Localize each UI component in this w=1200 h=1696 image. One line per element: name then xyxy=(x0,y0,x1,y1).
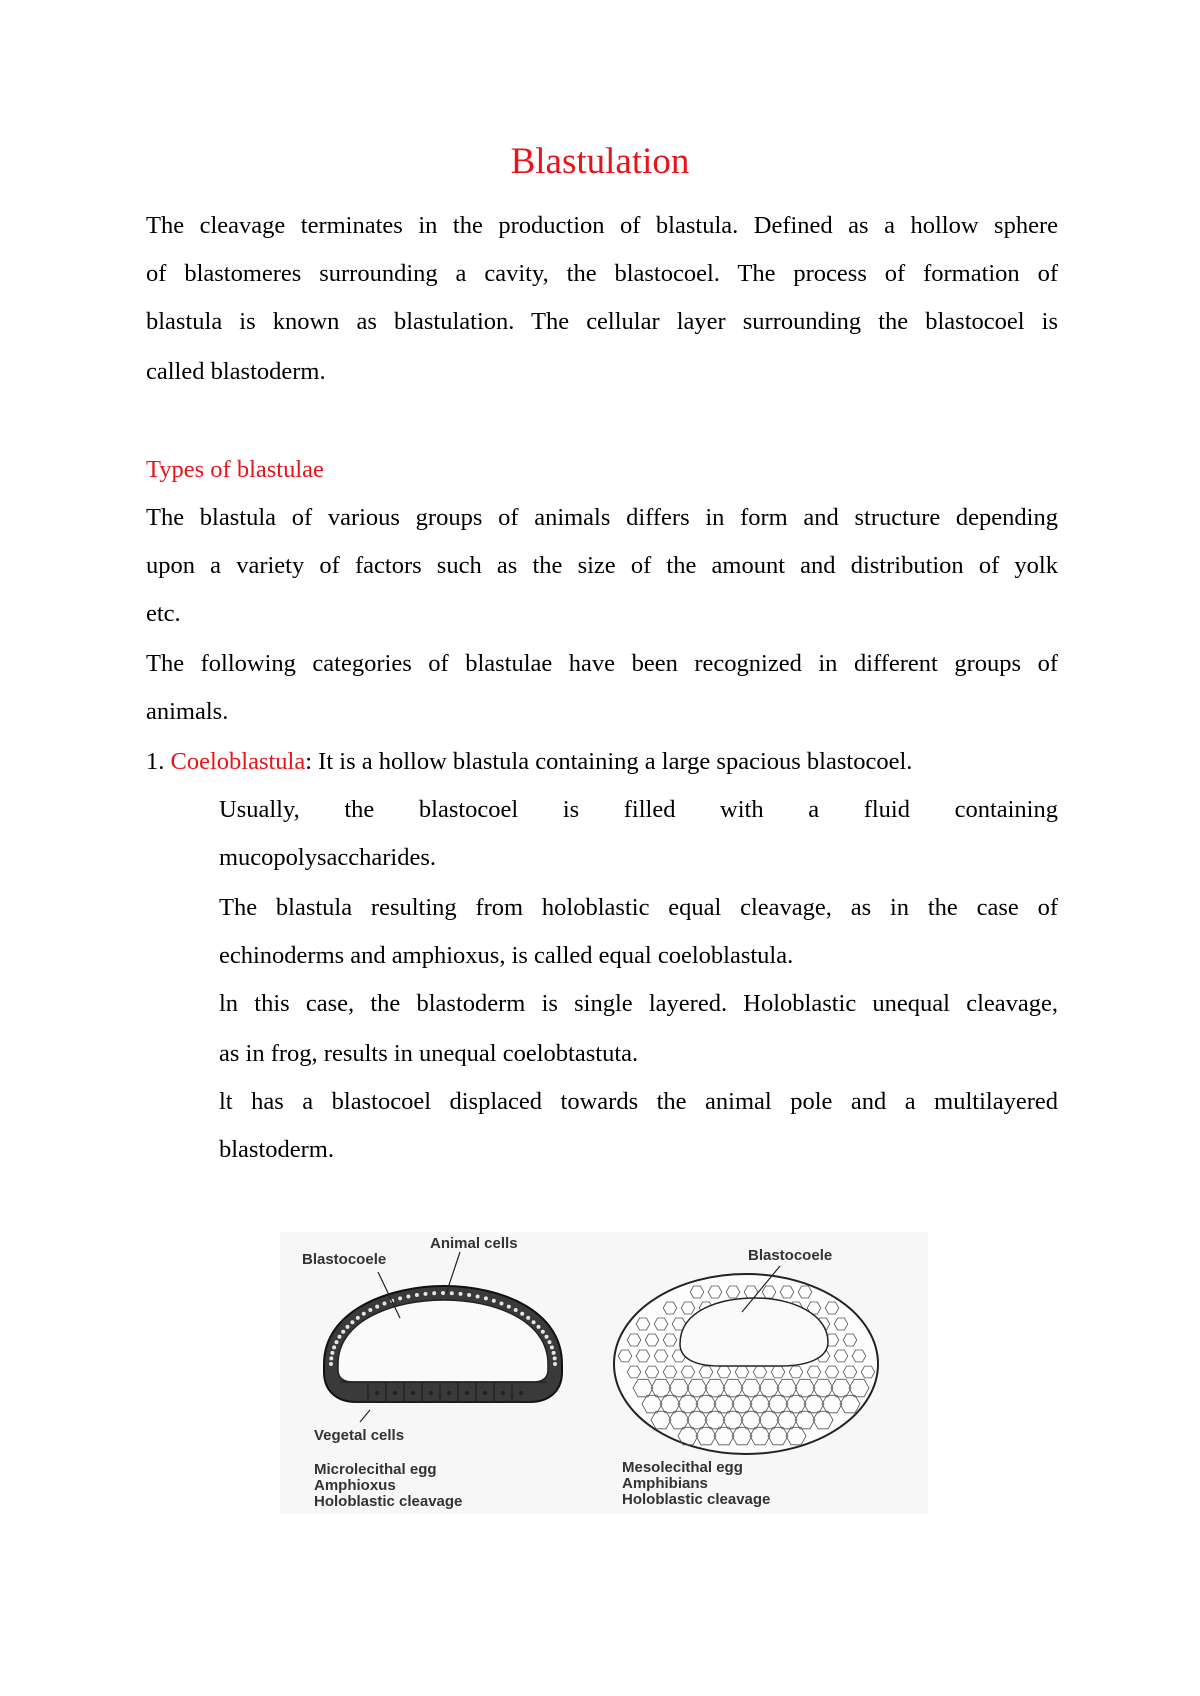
intro-line-2: of blastomeres surrounding a cavity, the blastocoel. The process of formation of xyxy=(146,260,1058,287)
types-line-3: etc. xyxy=(146,600,181,627)
item-definition: : It is a hollow blastula containing a large spacious blastocoel. xyxy=(305,748,913,775)
label-animal-cells: Animal cells xyxy=(430,1235,518,1252)
blastula-diagram xyxy=(280,1232,928,1514)
item1-line-1: Usually, the blastocoel is filled with a fluid containing xyxy=(219,796,1058,823)
label-vegetal-cells: Vegetal cells xyxy=(314,1427,405,1444)
intro-line-1: The cleavage terminates in the production of blastula. Defined as a hollow sphere xyxy=(146,212,1058,239)
types-line-1: The blastula of various groups of animals differs in form and structure depending xyxy=(146,504,1058,531)
item1-line-5: ln this case, the blastoderm is single layered. Holoblastic unequal cleavage, xyxy=(219,990,1058,1017)
types-line-5: animals. xyxy=(146,698,229,725)
caption-right-line-2: Amphibians xyxy=(622,1475,708,1492)
page-title: Blastulation xyxy=(510,141,690,182)
types-line-2: upon a variety of factors such as the size of the amount and distribution of yolk xyxy=(146,552,1058,579)
item-number: 1. xyxy=(146,748,165,775)
item1-line-4: echinoderms and amphioxus, is called equal coeloblastula. xyxy=(219,942,794,969)
item1-line-2: mucopolysaccharides. xyxy=(219,844,437,871)
item1-line-3: The blastula resulting from holoblastic equal cleavage, as in the case of xyxy=(219,894,1058,921)
blastula-figure xyxy=(280,1232,928,1514)
section-heading-types: Types of blastulae xyxy=(146,456,324,483)
caption-right-line-3: Holoblastic cleavage xyxy=(622,1491,771,1508)
types-line-4: The following categories of blastulae have been recognized in different groups of xyxy=(146,650,1058,677)
amphibian-blastula-drawing xyxy=(614,1266,878,1454)
item1-line-7: lt has a blastocoel displaced towards the animal pole and a multilayered xyxy=(219,1088,1058,1115)
item1-line-8: blastoderm. xyxy=(219,1136,334,1163)
caption-left-line-2: Amphioxus xyxy=(314,1477,396,1494)
caption-left-line-1: Microlecithal egg xyxy=(314,1461,437,1478)
list-item-coeloblastula xyxy=(146,746,1058,778)
caption-right-line-1: Mesolecithal egg xyxy=(622,1459,743,1476)
intro-line-4: called blastoderm. xyxy=(146,358,326,385)
caption-left-line-3: Holoblastic cleavage xyxy=(314,1493,463,1510)
label-blastocoele-left: Blastocoele xyxy=(302,1251,387,1268)
intro-line-3: blastula is known as blastulation. The cellular layer surrounding the blastocoel is xyxy=(146,308,1058,335)
item1-line-6: as in frog, results in unequal coelobtastuta. xyxy=(219,1040,639,1067)
label-blastocoele-right: Blastocoele xyxy=(748,1247,833,1264)
item-term: Coeloblastula xyxy=(170,748,306,775)
amphioxus-blastula-drawing xyxy=(324,1252,562,1422)
